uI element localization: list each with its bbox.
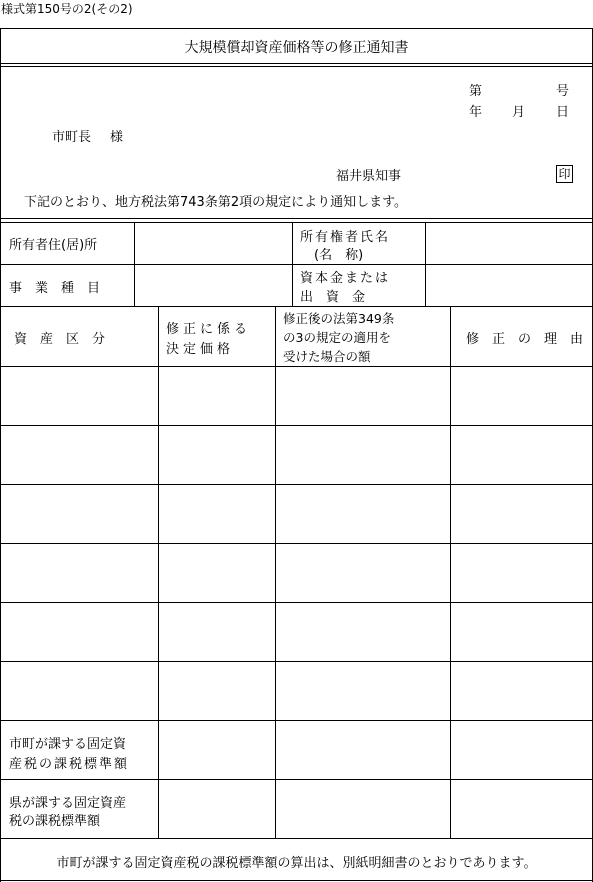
col-revised-amount-3: 受けた場合の額 <box>283 349 371 364</box>
number-suffix: 号 <box>556 84 570 99</box>
info-vline-2 <box>292 222 293 306</box>
title-divider-1 <box>0 63 593 64</box>
addressee: 市町長 <box>52 130 92 145</box>
date-month: 月 <box>512 105 526 120</box>
table-hline-4 <box>0 602 593 603</box>
table-hline-7 <box>0 779 593 780</box>
form-number: 様式第150号の2(その2) <box>1 2 133 16</box>
table-hline-2 <box>0 484 593 485</box>
row-pref-tax-base-1: 県が課する固定資産 <box>9 796 127 811</box>
addressee-honorific: 様 <box>110 130 124 145</box>
owner-name-label-1: 所有権者氏名 <box>300 230 391 245</box>
footer-note: 市町が課する固定資産税の課税標準額の算出は、別紙明細書のとおりであります。 <box>56 856 537 871</box>
col-revision-reason: 修 正 の 理 由 <box>466 332 584 347</box>
table-vline-2 <box>275 306 276 838</box>
capital-label-1: 資本金または <box>300 271 391 286</box>
col-decided-price-1: 修正に係る <box>166 322 252 337</box>
owner-address-label: 所有者住(居)所 <box>9 238 98 253</box>
row-city-tax-base-1: 市町が課する固定資 <box>9 737 127 752</box>
info-bottom-divider <box>0 306 593 307</box>
header-divider-2 <box>0 222 593 223</box>
table-vline-1 <box>158 306 159 838</box>
col-asset-category: 資 産 区 分 <box>14 332 106 347</box>
table-hline-6 <box>0 720 593 721</box>
row-city-tax-base-2: 産税の課税標準額 <box>9 757 130 772</box>
frame-top <box>0 28 593 29</box>
capital-label-2: 出 資 金 <box>300 290 366 305</box>
table-hline-1 <box>0 425 593 426</box>
date-day: 日 <box>556 105 570 120</box>
seal-mark: 印 <box>556 165 573 183</box>
table-hline-5 <box>0 661 593 662</box>
owner-name-label-2: (名 称) <box>314 248 364 263</box>
info-vline-3 <box>425 222 426 306</box>
table-hline-header <box>0 366 593 367</box>
table-hline-8 <box>0 838 593 839</box>
frame-left <box>0 28 1 882</box>
title-divider-2 <box>0 66 593 67</box>
col-revised-amount-2: の3の規定の適用を <box>283 330 391 345</box>
info-row-divider <box>0 264 593 265</box>
col-decided-price-2: 決定価格 <box>166 342 235 357</box>
number-prefix: 第 <box>469 84 483 99</box>
notice-text: 下記のとおり、地方税法第743条第2項の規定により通知します。 <box>24 195 408 210</box>
document-title: 大規模償却資産価格等の修正通知書 <box>184 40 409 56</box>
sender-name: 福井県知事 <box>336 169 402 184</box>
table-hline-3 <box>0 543 593 544</box>
business-label: 事 業 種 目 <box>9 281 101 296</box>
row-pref-tax-base-2: 税の課税標準額 <box>9 814 101 829</box>
date-year: 年 <box>469 105 483 120</box>
info-vline-1 <box>134 222 135 306</box>
frame-bottom <box>0 880 593 881</box>
header-divider-1 <box>0 218 593 219</box>
col-revised-amount-1: 修正後の法第349条 <box>283 311 395 326</box>
table-vline-3 <box>450 306 451 838</box>
